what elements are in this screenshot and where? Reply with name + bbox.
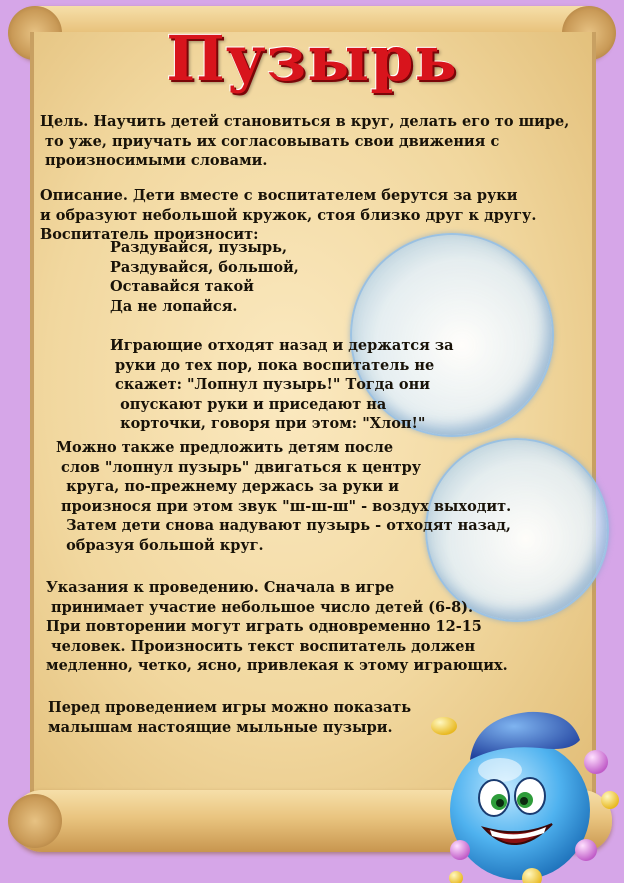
play-text: Играющие отходят назад и держатся за руки до тех пор, пока воспитатель не скажет: "Лопнул пузырь!" Тогда они опускают руки и приседают на корточки, говоря при этом: "Хлоп!" — [110, 337, 454, 432]
variant-text: Можно также предложить детям после слов "лопнул пузырь" двигаться к центру круга, по-прежнему держась за руки и произнося при этом звук "ш-ш-ш" - воздух выходит. Затем дети снова надувают пузырь - отходят назад, образуя большой круг. — [56, 439, 512, 554]
poem-text: Раздувайся, пузырь, Раздувайся, большой, Оставайся такой Да не лопайся. — [110, 239, 299, 315]
instructions-text: Указания к проведению. Сначала в игре принимает участие небольшое число детей (6-8). При повторении могут играть одновременно 12-15 человек. Произносить текст воспитатель должен медленно, четко, ясно, привлекая к этому играющих. — [46, 579, 508, 674]
closing-text: Перед проведением игры можно показать малышам настоящие мыльные пузыри. — [48, 699, 412, 736]
goal-text: Цель. Научить детей становиться в круг, делать его то шире, то уже, приучать их согласовывать свои движения с произносимыми словами. — [40, 113, 570, 169]
scroll-bottom-left-end — [8, 794, 62, 848]
description-text: Описание. Дети вместе с воспитателем берутся за руки и образуют небольшой кружок, стоя близко друг к другу. Воспитатель произносит: — [40, 187, 537, 243]
bubble-mascot-icon — [420, 700, 620, 883]
page-title: Пузырь — [166, 22, 458, 95]
